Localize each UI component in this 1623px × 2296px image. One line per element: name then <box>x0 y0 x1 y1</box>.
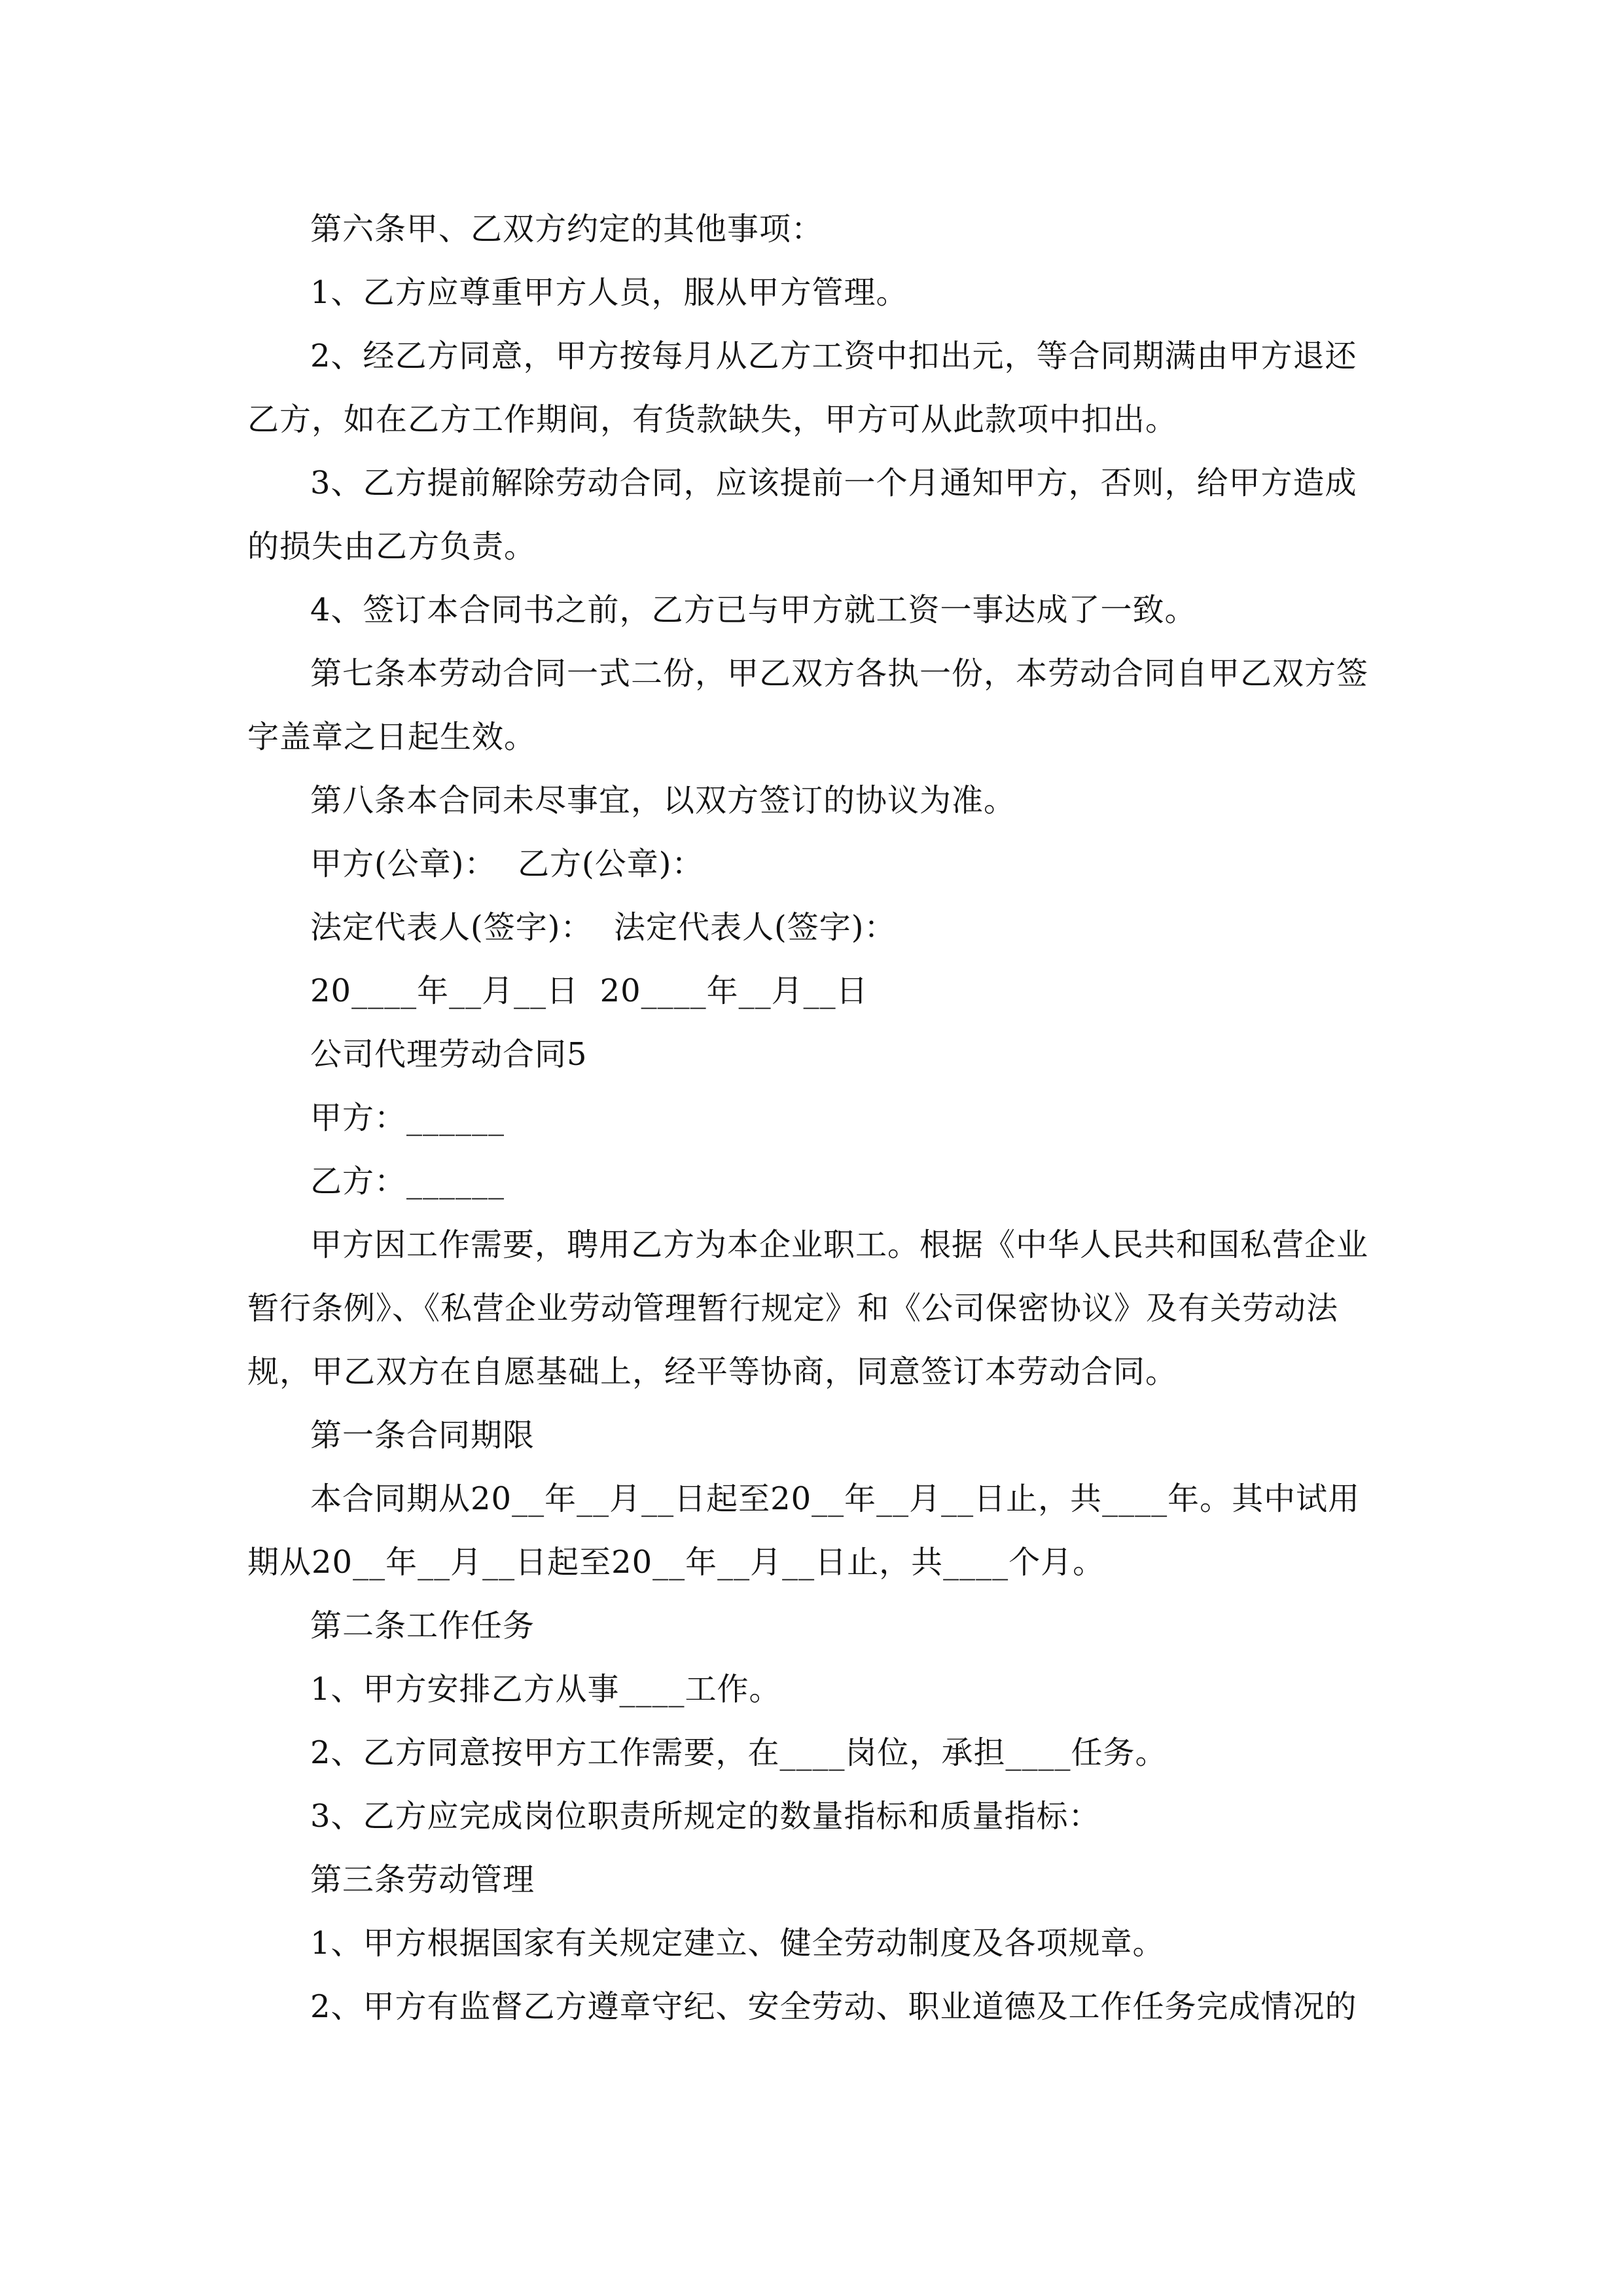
party-a-line: 甲方：______ <box>310 1100 505 1136</box>
clause-7: 第七条本劳动合同一式二份，甲乙双方各执一份，本劳动合同自甲乙双方签字盖章之日起生效。 <box>247 655 1369 755</box>
clause-8: 第八条本合同未尽事宜，以双方签订的协议为准。 <box>310 782 1016 819</box>
article-1-heading: 第一条合同期限 <box>310 1417 535 1454</box>
clause-6-item-2: 2、经乙方同意，甲方按每月从乙方工资中扣出元，等合同期满由甲方退还乙方，如在乙方工作期间，有货款缺失，甲方可从此款项中扣出。 <box>247 338 1357 438</box>
article-3-heading: 第三条劳动管理 <box>310 1861 535 1898</box>
seal-line: 甲方(公章)： 乙方(公章)： <box>310 846 704 882</box>
clause-6-heading: 第六条甲、乙双方约定的其他事项： <box>310 211 824 247</box>
contract-title: 公司代理劳动合同5 <box>310 1036 588 1073</box>
clause-6-item-4: 4、签订本合同书之前，乙方已与甲方就工资一事达成了一致。 <box>310 592 1197 628</box>
clause-6-item-3: 3、乙方提前解除劳动合同，应该提前一个月通知甲方，否则，给甲方造成的损失由乙方负责。 <box>247 465 1357 565</box>
document-body <box>247 198 1378 2039</box>
article-1-term: 本合同期从20__年__月__日起至20__年__月__日止，共____年。其中试用期从20__年__月__日起至20__年__月__日止，共____个月。 <box>247 1480 1361 1581</box>
date-line: 20____年__月__日 20____年__月__日 <box>310 973 868 1009</box>
article-2-item-3: 3、乙方应完成岗位职责所规定的数量指标和质量指标： <box>310 1798 1101 1835</box>
article-2-item-2: 2、乙方同意按甲方工作需要，在____岗位，承担____任务。 <box>310 1734 1168 1771</box>
preamble-paragraph: 甲方因工作需要，聘用乙方为本企业职工。根据《中华人民共和国私营企业暂行条例》、《私营企业劳动管理暂行规定》和《公司保密协议》及有关劳动法规，甲乙双方在自愿基础上，经平等协商，同意签订本劳动合同。 <box>247 1227 1369 1390</box>
article-2-heading: 第二条工作任务 <box>310 1607 535 1644</box>
article-2-item-1: 1、甲方安排乙方从事____工作。 <box>310 1671 781 1708</box>
signature-line: 法定代表人(签字)： 法定代表人(签字)： <box>310 909 897 946</box>
article-3-item-2: 2、甲方有监督乙方遵章守纪、安全劳动、职业道德及工作任务完成情况的 <box>310 1988 1357 2025</box>
article-3-item-1: 1、甲方根据国家有关规定建立、健全劳动制度及各项规章。 <box>310 1925 1165 1962</box>
clause-6-item-1: 1、乙方应尊重甲方人员，服从甲方管理。 <box>310 274 908 311</box>
party-b-line: 乙方：______ <box>310 1163 505 1200</box>
